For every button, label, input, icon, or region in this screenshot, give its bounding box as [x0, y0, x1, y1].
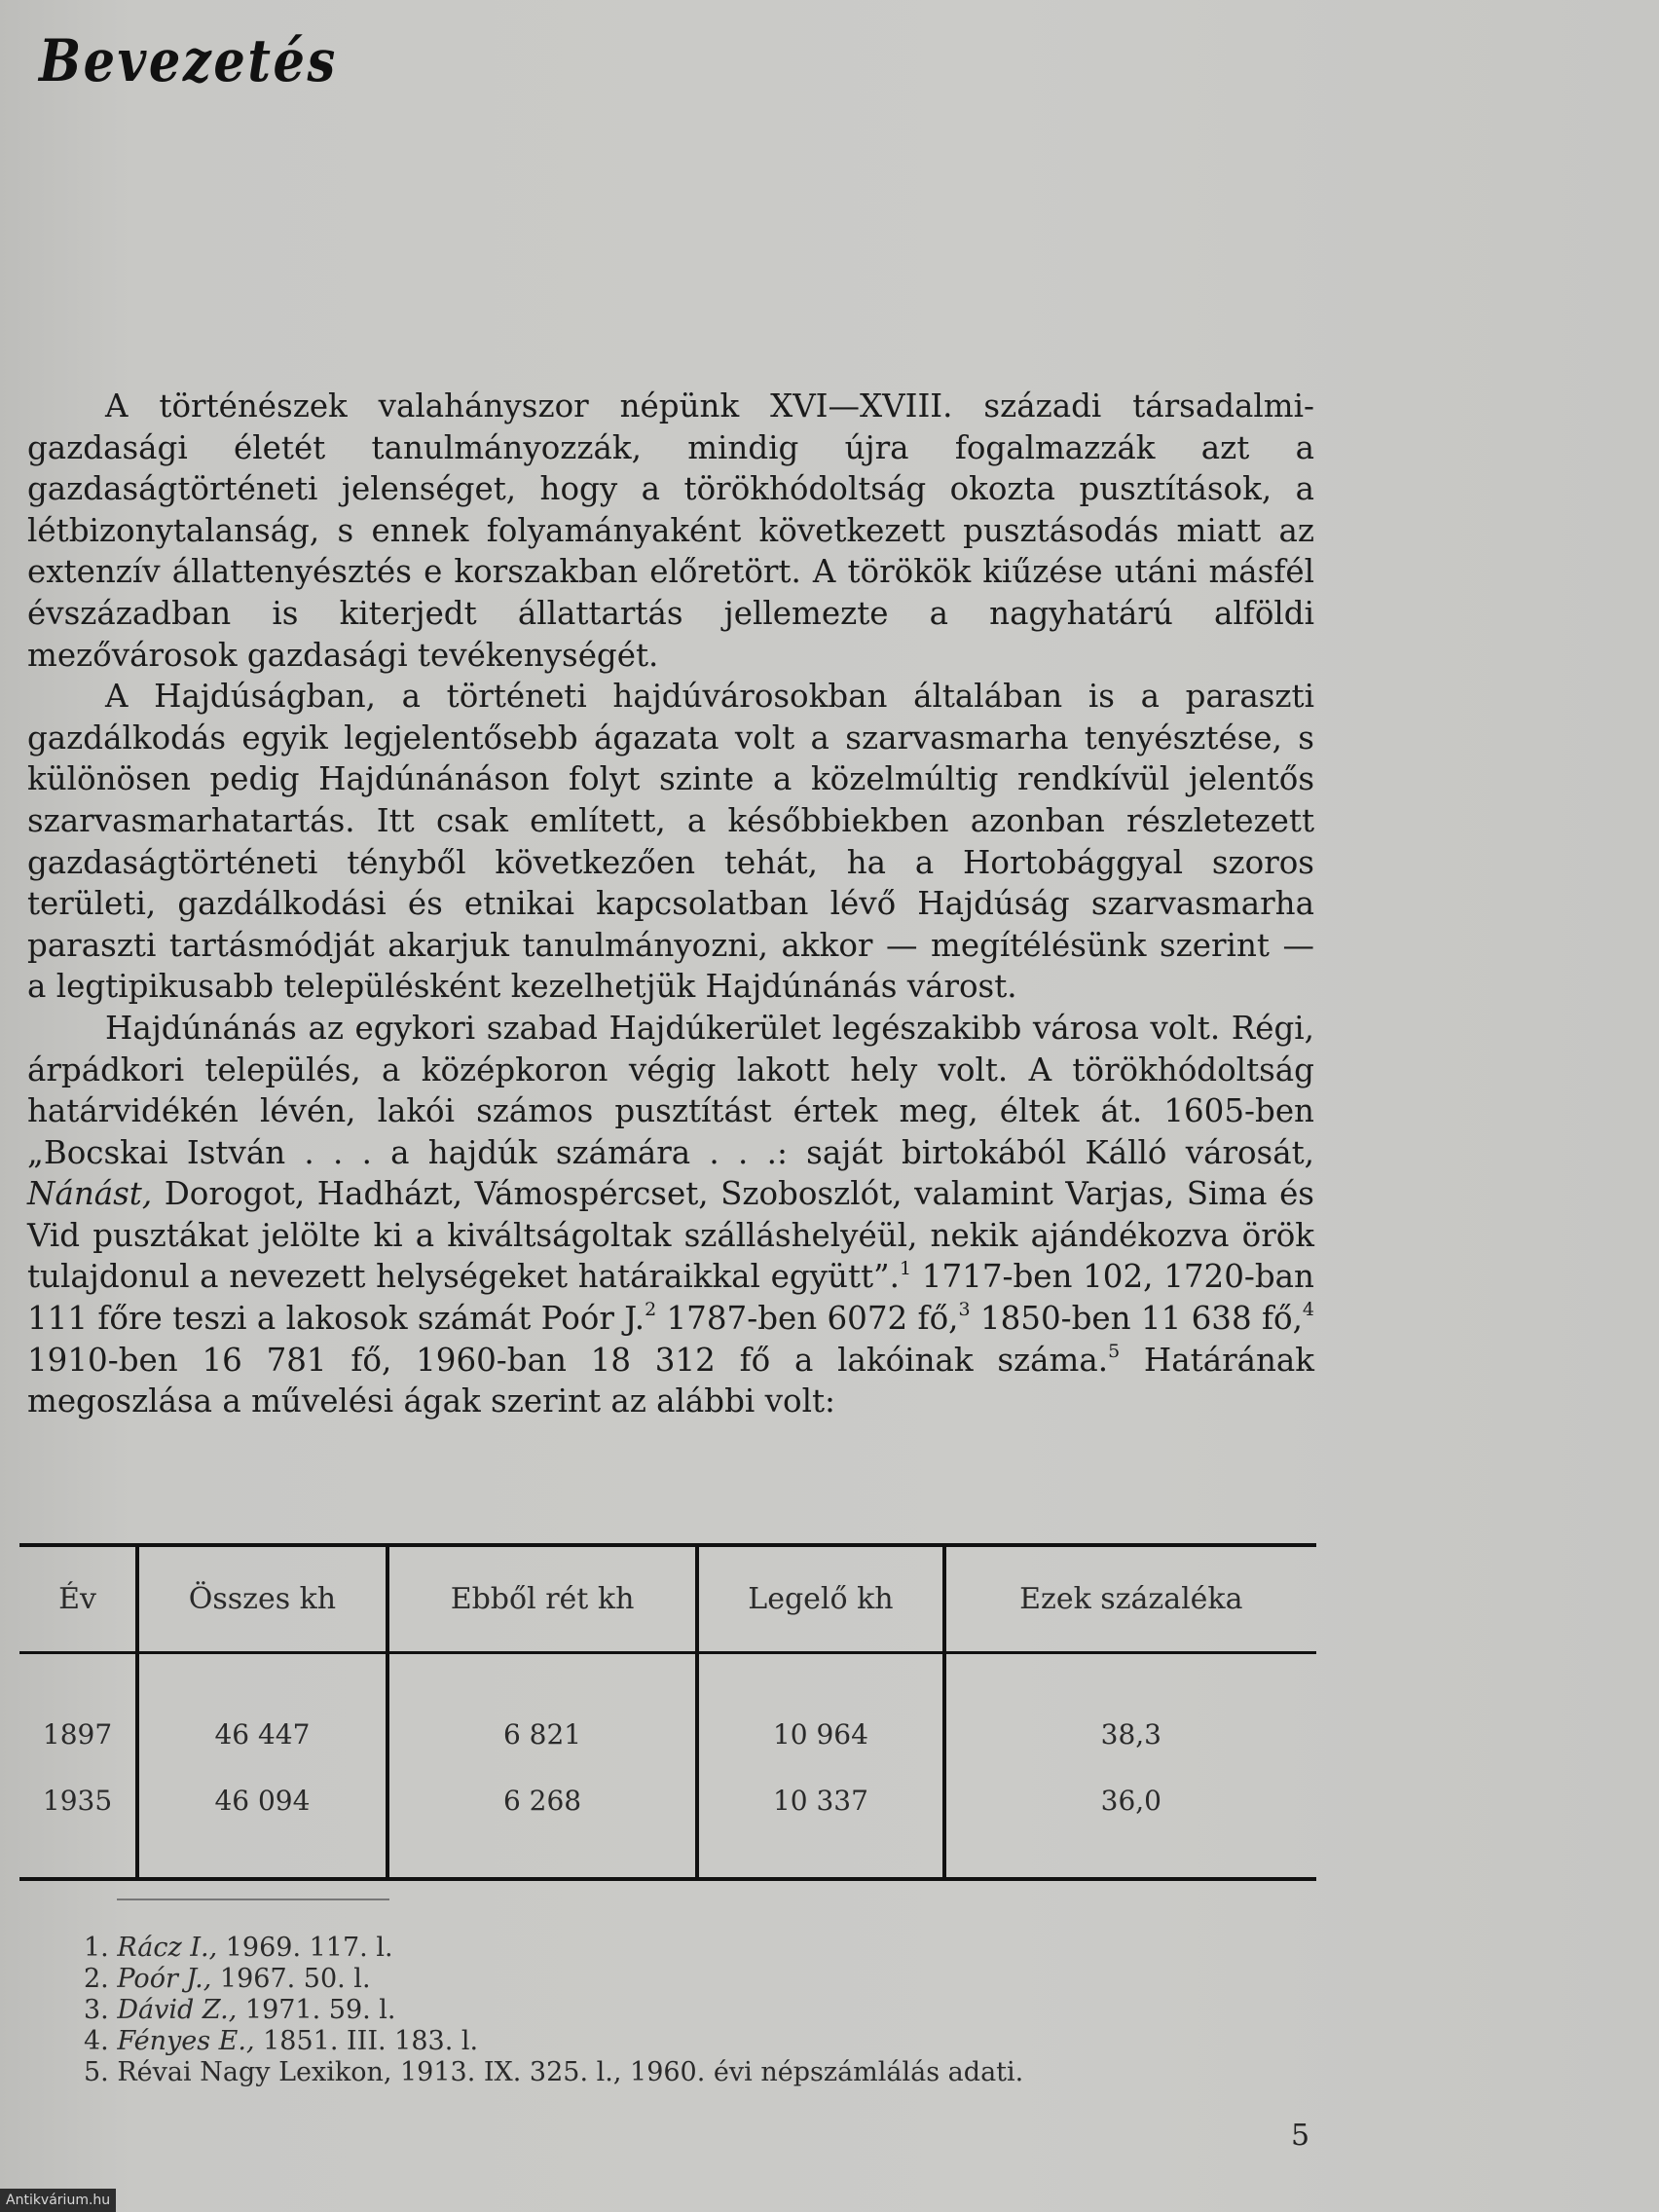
- cell-pasture: 10 337: [697, 1767, 943, 1879]
- footnote-number: 4.: [84, 2026, 109, 2056]
- table-row: [19, 1653, 1316, 1768]
- header-total: Összes kh: [137, 1545, 387, 1653]
- footnote-item: [84, 2057, 1023, 2088]
- cell-percent: 38,3: [944, 1653, 1316, 1768]
- page-number: 5: [1291, 2119, 1310, 2153]
- land-use-table: [19, 1543, 1316, 1881]
- footnote-author: Fényes E.,: [117, 2026, 255, 2056]
- paragraph-3-text-e: 1850-ben 11 638 fő,: [970, 1300, 1303, 1338]
- header-percent: Ezek százaléka: [944, 1545, 1316, 1653]
- footnote-author: Rácz I.,: [117, 1933, 218, 1963]
- footnote-ref-4: 4: [1302, 1299, 1314, 1321]
- footnote-ref-1: 1: [900, 1257, 912, 1279]
- footnote-number: 2.: [84, 1964, 109, 1994]
- paragraph-3-text-d: 1787-ben 6072 fő,: [656, 1300, 959, 1338]
- cell-year: 1897: [42, 1717, 113, 1751]
- paragraph-3-emphasis: Nánást,: [27, 1175, 153, 1213]
- footnote-number: 5.: [84, 2057, 109, 2087]
- footnote-divider: [117, 1899, 389, 1900]
- paragraph-1: A történészek valahányszor népünk XVI—XVIII. századi társadalmi-gazdasági életét tanulmányozzák, mindig újra fogalmazzák azt a gazdaságtörténeti jelenséget, hogy a törökhódoltság okozta pusztítások, a létbizonytalanság, s ennek folyamányaként következett pusztásodás miatt az extenzív állattenyésztés e korszakban előretört. A törökök kiűzése utáni másfél évszázadban is kiterjedt állattartás jellemezte a nagyhatárú alföldi mezővárosok gazdasági tevékenységét.: [27, 387, 1314, 674]
- footnote-author: Dávid Z.,: [117, 1995, 238, 2025]
- footnote-text: 1969. 117. l.: [217, 1933, 393, 1963]
- cell-pasture: 10 964: [697, 1653, 943, 1768]
- paragraph-3-text-g: Határának megoszlása a művelési ágak szerint az alábbi volt:: [27, 1341, 1315, 1420]
- header-pasture: Legelő kh: [697, 1545, 943, 1653]
- footnote-text: Révai Nagy Lexikon, 1913. IX. 325. l., 1960. évi népszámlálás adati.: [108, 2057, 1024, 2087]
- footnote-ref-2: 2: [645, 1299, 657, 1321]
- body-text: [27, 386, 1314, 1422]
- paragraph-3: [27, 1008, 1314, 1422]
- cell-meadow: 6 821: [387, 1653, 697, 1768]
- table-row: [19, 1767, 1316, 1879]
- footnote-author: Poór J.,: [117, 1964, 212, 1994]
- header-year: Év: [19, 1545, 137, 1653]
- land-use-table-container: [19, 1543, 1316, 1881]
- footnote-item: [84, 1995, 1023, 2026]
- chapter-heading: Bevezetés: [39, 27, 338, 95]
- cell-year: 1935: [19, 1767, 137, 1879]
- cell-total: 46 094: [137, 1767, 387, 1879]
- footnote-item: [84, 1964, 1023, 1995]
- footnote-text: 1851. III. 183. l.: [254, 2026, 479, 2056]
- footnote-ref-3: 3: [958, 1299, 971, 1321]
- paragraph-2: A Hajdúságban, a történeti hajdúvárosokban általában is a paraszti gazdálkodás egyik legjelentősebb ágazata volt a szarvasmarha tenyésztése, s különösen pedig Hajdúnánáson folyt szinte a közelmúltig rendkívül jelentős szarvasmarhatartás. Itt csak említett, a későbbiekben azonban részletezett gazdaságtörténeti tényből következően tehát, ha a Hortobággyal szoros területi, gazdálkodási és etnikai kapcsolatban lévő Hajdúság szarvasmarha paraszti tartásmódját akarjuk tanulmányozni, akkor — megítélésünk szerint — a legtipikusabb településként kezelhetjük Hajdúnánás várost.: [27, 678, 1314, 1006]
- footnote-item: [84, 2026, 1023, 2057]
- paragraph-3-text-f: 1910-ben 16 781 fő, 1960-ban 18 312 fő a lakóinak száma.: [27, 1341, 1109, 1379]
- cell-percent: 36,0: [944, 1767, 1316, 1879]
- cell-meadow: 6 268: [387, 1767, 697, 1879]
- footnote-number: 1.: [84, 1933, 109, 1963]
- paragraph-3-text-b: Dorogot, Hadházt, Vámospércset, Szoboszlót, valamint Varjas, Sima és Vid pusztákat jelölte ki a kiváltságoltak szálláshelyéül, nekik ajándékozva örök tulajdonul a nevezett helységeket határaikkal együtt”.: [27, 1175, 1314, 1296]
- paragraph-3-text-a: Hajdúnánás az egykori szabad Hajdúkerület legészakibb városa volt. Régi, árpádkori település, a középkoron végig lakott hely volt. A törökhódoltság határvidékén lévén, lakói számos pusztítást értek meg, éltek át. 1605-ben „Bocskai István . . . a hajdúk számára . . .: saját birtokából Kálló városát,: [27, 1009, 1314, 1171]
- table-header-row: [19, 1545, 1316, 1653]
- footnote-item: [84, 1933, 1023, 1964]
- footnote-ref-5: 5: [1108, 1340, 1121, 1362]
- footnote-text: 1971. 59. l.: [237, 1995, 396, 2025]
- footnote-text: 1967. 50. l.: [211, 1964, 371, 1994]
- cell-total: 46 447: [137, 1653, 387, 1768]
- watermark-label: Antikvárium.hu: [0, 2189, 116, 2212]
- paragraph-3-text-c: 1717-ben 102, 1720-ban 111 főre teszi a lakosok számát Poór J.: [27, 1258, 1314, 1338]
- footnote-number: 3.: [84, 1995, 109, 2025]
- header-meadow: Ebből rét kh: [387, 1545, 697, 1653]
- footnotes: [84, 1933, 1023, 2088]
